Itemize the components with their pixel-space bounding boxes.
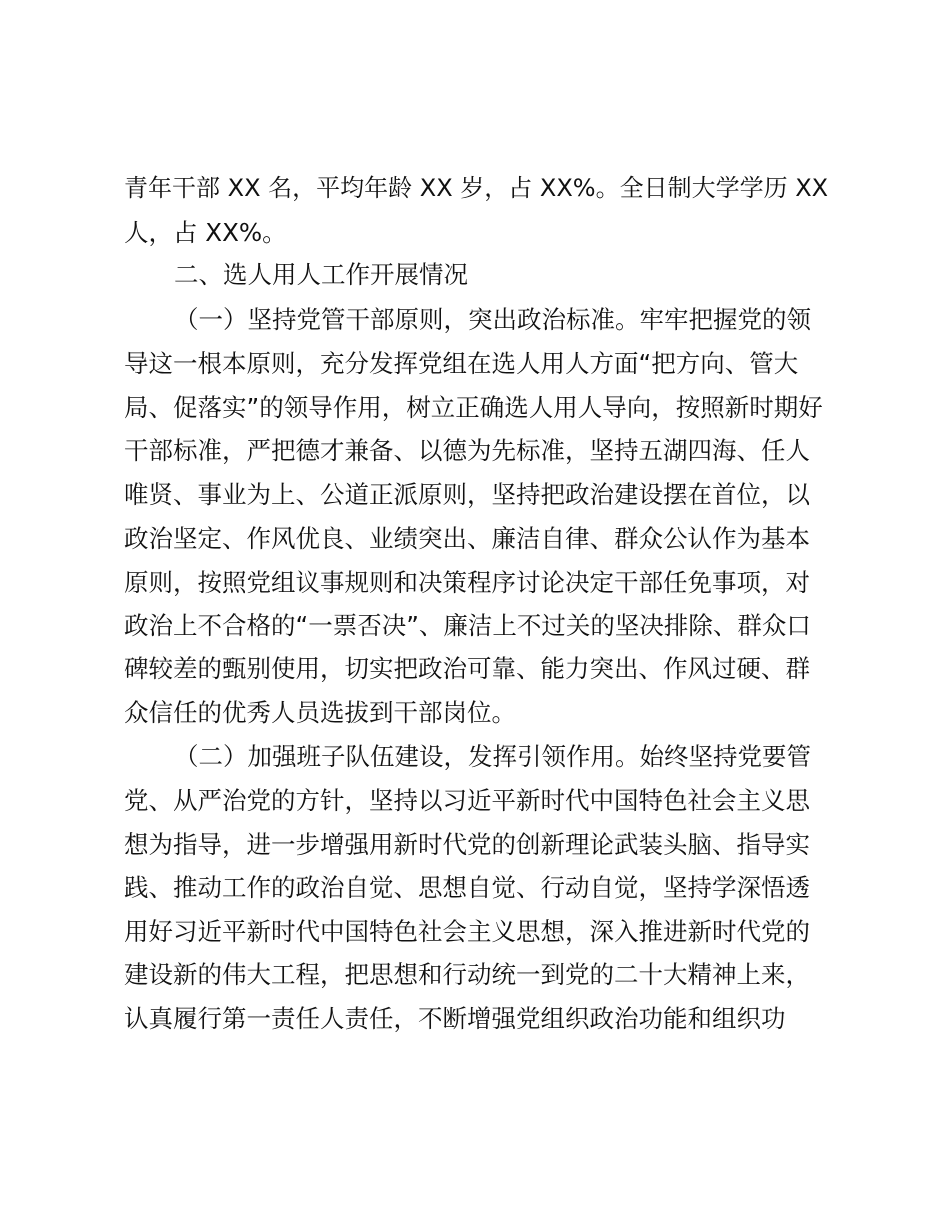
text-line: 众信任的优秀人员选拔到干部岗位。 — [124, 698, 516, 727]
text-line: 建设新的伟大工程，把思想和行动统一到党的二十大精神上来， — [124, 960, 810, 989]
text-line: 局、促落实”的领导作用，树立正确选人用人导向，按照新时期好 — [124, 393, 823, 422]
text-line: 政治坚定、作风优良、业绩突出、廉洁自律、群众公认作为基本 — [124, 524, 810, 553]
text-line: 认真履行第一责任人责任，不断增强党组织政治功能和组织功 — [124, 1004, 786, 1033]
subsection-heading-line: （二）加强班子队伍建设，发挥引领作用。始终坚持党要管 — [174, 742, 811, 771]
text-line: 人，占 XX%。 — [124, 218, 287, 247]
section-heading: 二、选人用人工作开展情况 — [174, 260, 468, 289]
text-line: 践、推动工作的政治自觉、思想自觉、行动自觉，坚持学深悟透 — [124, 873, 810, 902]
subsection-heading-line: （一）坚持党管干部原则，突出政治标准。牢牢把握党的领 — [174, 305, 811, 334]
text-line: 党、从严治党的方针，坚持以习近平新时代中国特色社会主义思 — [124, 786, 810, 815]
text-line: 用好习近平新时代中国特色社会主义思想，深入推进新时代党的 — [124, 917, 810, 946]
text-line: 导这一根本原则，充分发挥党组在选人用人方面“把方向、管大 — [124, 349, 799, 378]
text-line: 唯贤、事业为上、公道正派原则，坚持把政治建设摆在首位，以 — [124, 480, 810, 509]
text-line: 青年干部 XX 名，平均年龄 XX 岁，占 XX%。全日制大学学历 XX — [124, 174, 829, 202]
text-line: 政治上不合格的“一票否决”、廉洁上不过关的坚决排除、群众口 — [124, 611, 811, 640]
text-line: 碑较差的甄别使用，切实把政治可靠、能力突出、作风过硬、群 — [124, 654, 810, 683]
text-line: 原则，按照党组议事规则和决策程序讨论决定干部任免事项，对 — [124, 568, 810, 597]
text-line: 干部标准，严把德才兼备、以德为先标准，坚持五湖四海、任人 — [124, 436, 810, 465]
text-line: 想为指导，进一步增强用新时代党的创新理论武装头脑、指导实 — [124, 830, 810, 859]
